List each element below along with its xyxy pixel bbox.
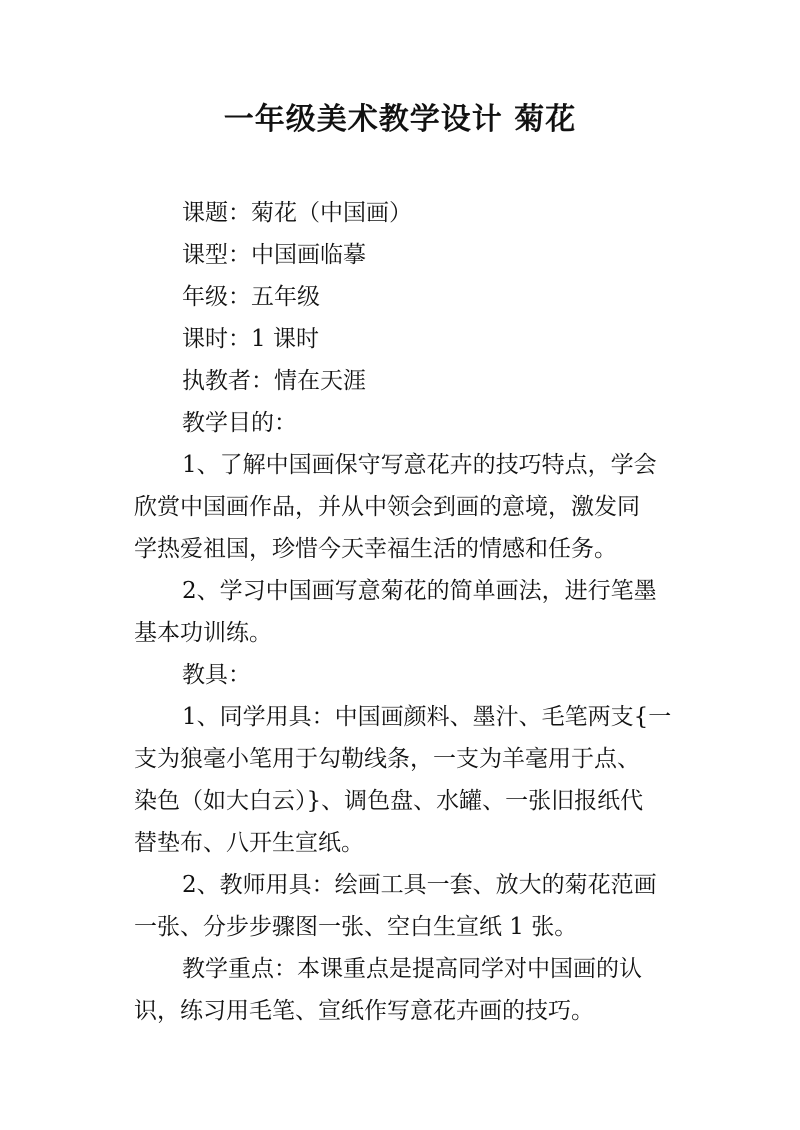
paragraph-line: 课题：菊花（中国画） [182,200,412,226]
paragraph-line: 教学目的： [182,410,297,436]
paragraph-line: 欣赏中国画作品，并从中领会到画的意境，激发同 [134,494,640,520]
paragraph-line: 执教者：情在天涯 [182,368,366,394]
paragraph-line: 1、同学用具：中国画颜料、墨汁、毛笔两支{一 [182,704,672,730]
paragraph-line: 教学重点：本课重点是提高同学对中国画的认 [182,956,642,982]
paragraph-line: 支为狼毫小笔用于勾勒线条，一支为羊毫用于点、 [134,746,640,772]
paragraph-line: 2、教师用具：绘画工具一套、放大的菊花范画 [182,872,657,898]
document-title: 一年级美术教学设计 菊花 [223,102,577,137]
paragraph-line: 课时：1 课时 [182,326,319,352]
paragraph-line: 一张、分步步骤图一张、空白生宣纸 1 张。 [134,914,578,940]
paragraph-line: 替垫布、八开生宣纸。 [134,830,364,856]
paragraph-line: 1、了解中国画保守写意花卉的技巧特点，学会 [182,452,657,478]
paragraph-line: 课型：中国画临摹 [182,242,366,268]
paragraph-line: 教具： [182,662,251,688]
paragraph-line: 染色（如大白云）}、调色盘、水罐、一张旧报纸代 [134,788,644,814]
paragraph-line: 学热爱祖国，珍惜今天幸福生活的情感和任务。 [134,536,617,562]
paragraph-line: 基本功训练。 [134,620,272,646]
paragraph-line: 2、学习中国画写意菊花的简单画法，进行笔墨 [182,578,657,604]
paragraph-line: 识，练习用毛笔、宣纸作写意花卉画的技巧。 [134,998,594,1024]
document-body [134,192,674,1032]
paragraph-line: 年级：五年级 [182,284,320,310]
